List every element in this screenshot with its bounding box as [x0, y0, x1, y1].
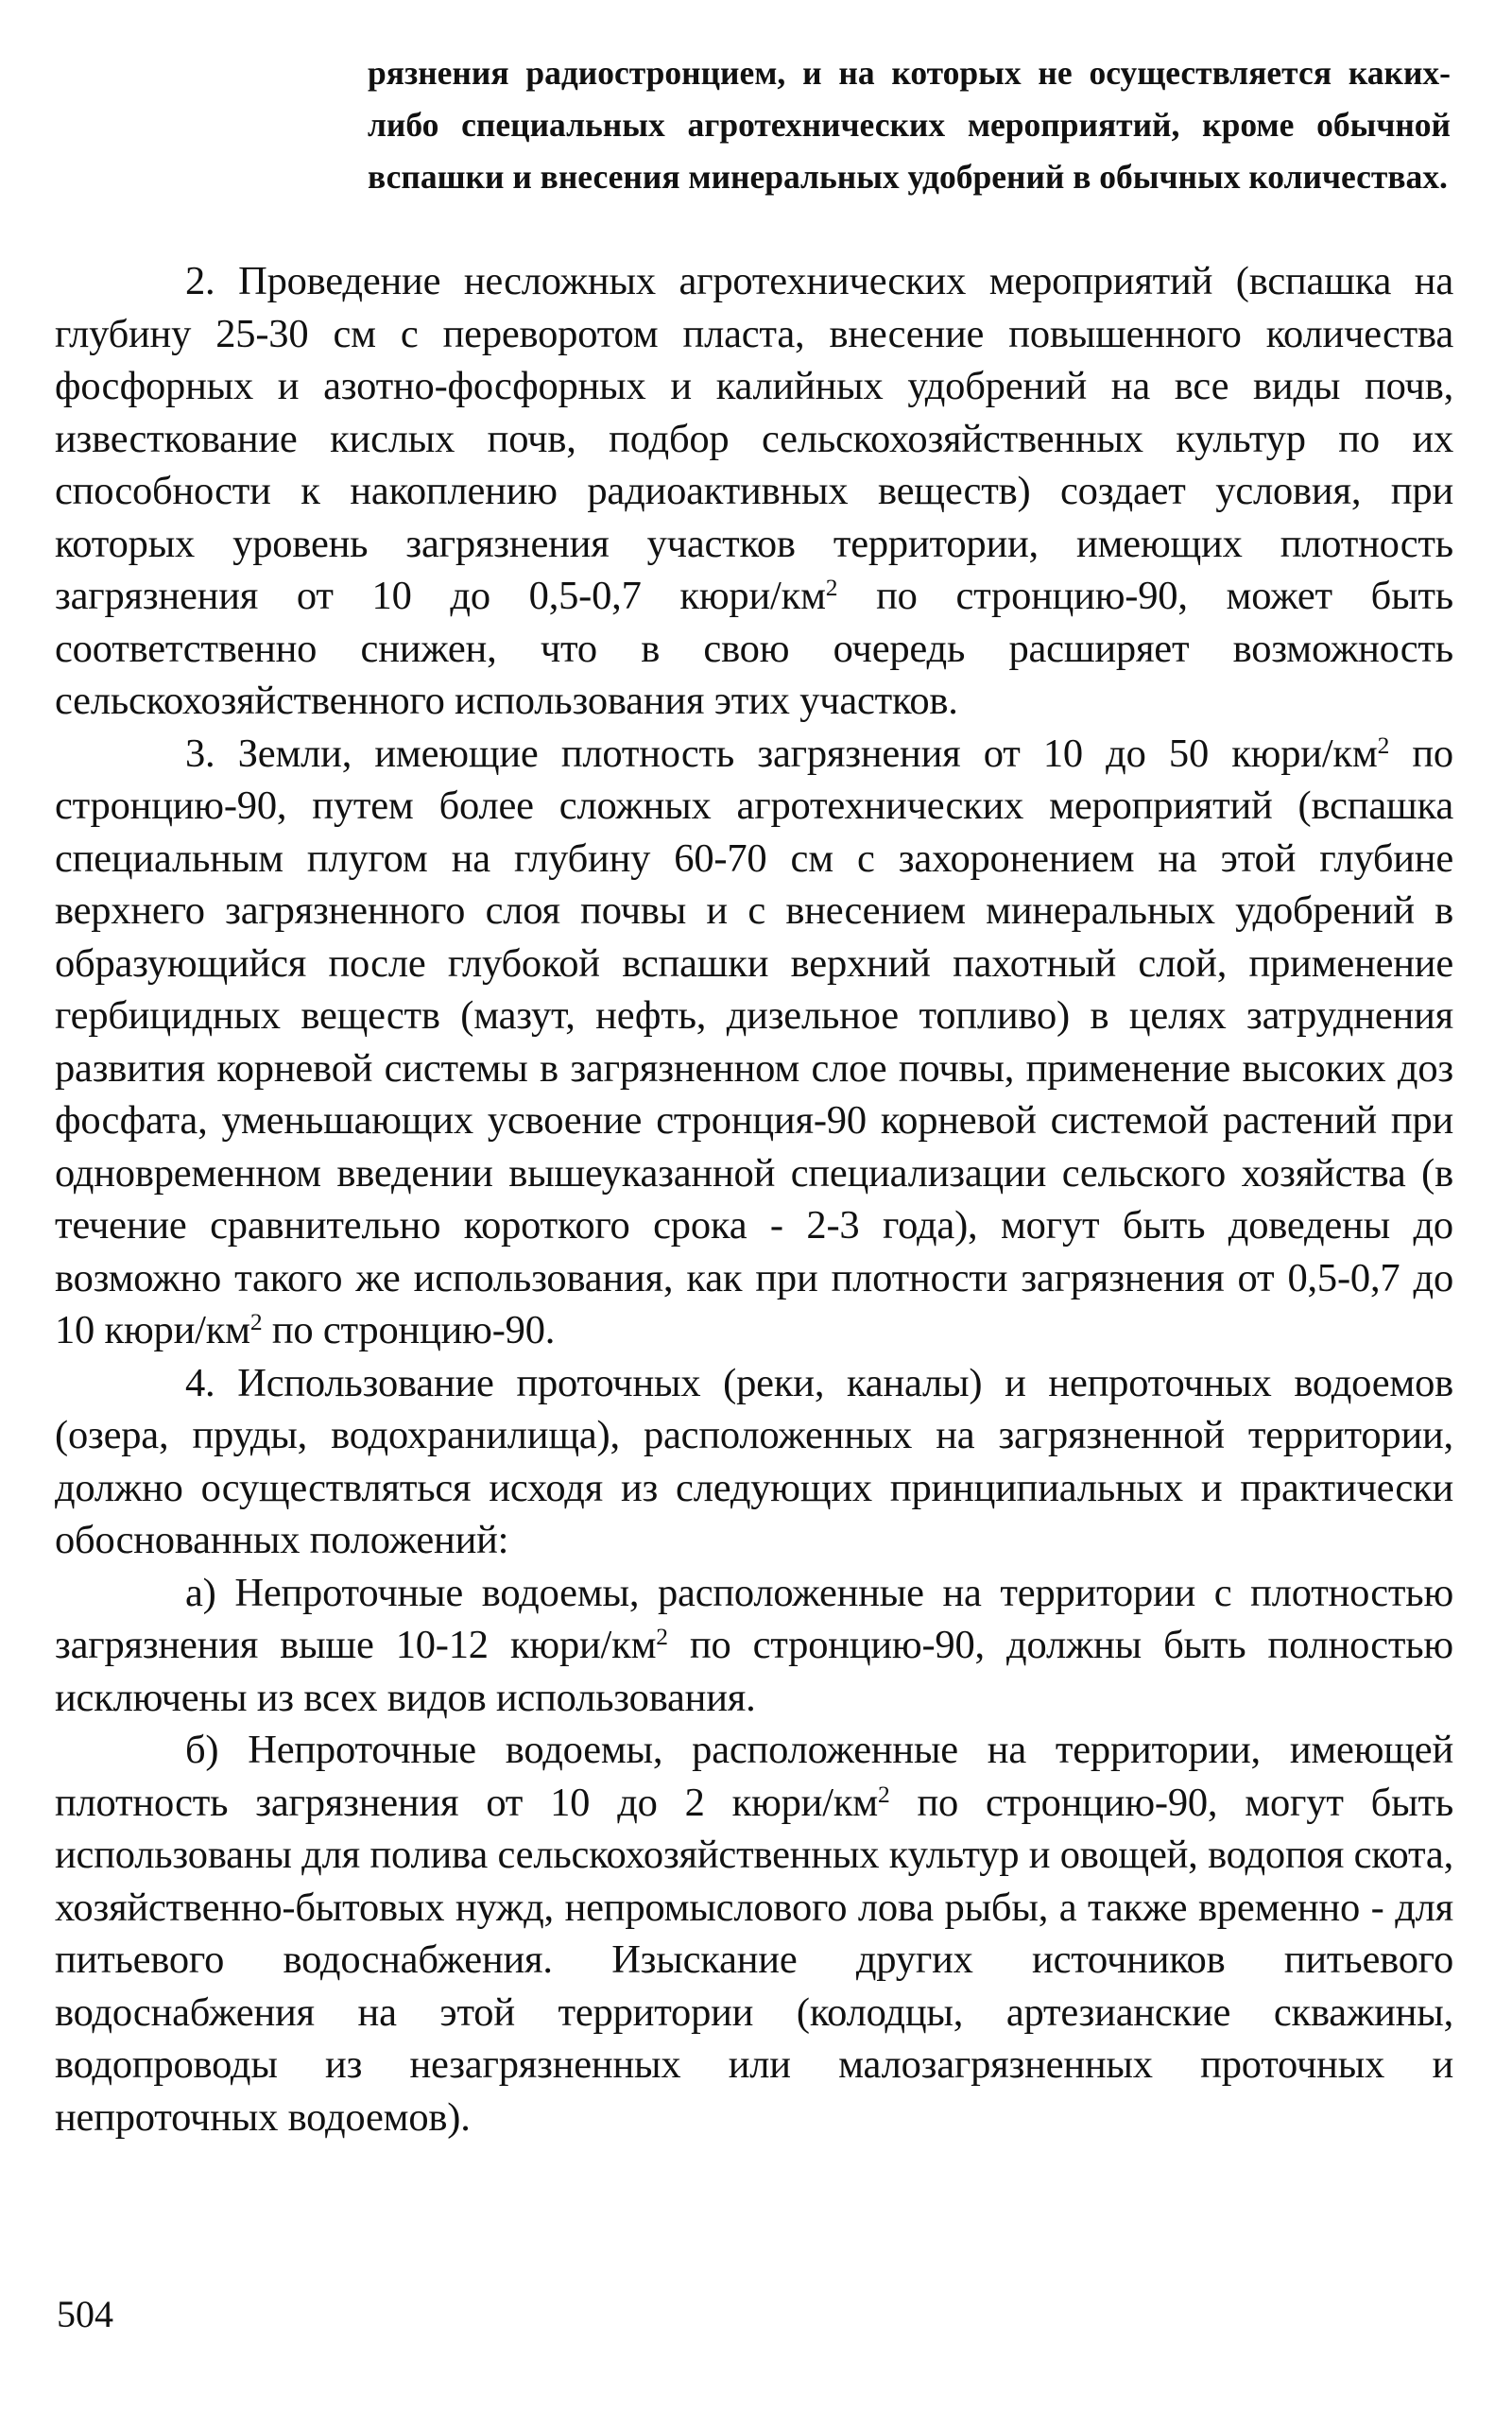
paragraph-text: 3. Земли, имеющие плотность загрязнения от 10 до 50 кюри/км [185, 731, 1378, 776]
paragraph-3 [55, 728, 1453, 1357]
paragraph-4b [55, 1724, 1453, 2143]
paragraph-text: по стронцию-90. [262, 1308, 556, 1352]
paragraph-text: 2. Проведение несложных агротехнических мероприятий (вспашка на глубину 25-30 см с переворотом пласта, внесение повышенного количества фосфорных и азотно-фосфорных и калийных удобрений на все виды почв, известкование кислых почв, подбор сельскохозяйственных культур по их способности к накоплению радиоактивных веществ) создает условия, при которых уровень загрязнения участков территории, имеющих плотность загрязнения от 10 до 0,5-0,7 кюри/км [55, 259, 1453, 618]
superscript-2: 2 [249, 1307, 263, 1335]
superscript-2: 2 [1377, 731, 1390, 759]
superscript-2: 2 [825, 573, 838, 601]
intro-continuation: рязнения радиостронцием, и на которых не осуществляется каких-либо специальных агротехнических мероприятий, кроме обычной вспашки и внесения минеральных удобрений в обычных количествах. [368, 54, 1451, 196]
body-text [55, 255, 1453, 2143]
paragraph-4 [55, 1357, 1453, 1567]
paragraph-text: по стронцию-90, должны быть полностью исключены из всех видов использования. [55, 1623, 1453, 1720]
superscript-2: 2 [656, 1622, 668, 1650]
page-number: 504 [57, 2293, 113, 2335]
paragraph-text: 4. Использование проточных (реки, каналы) и непроточных водоемов (озера, пруды, водохранилища), расположенных на загрязненной территории, должно осуществляться исходя из следующих принципиальных и практически обоснованных положений: [55, 1360, 1453, 1562]
paragraph-text: б) Непроточные водоемы, расположенные на территории, имеющей плотность загрязнения от 10 до 2 кюри/км [55, 1728, 1453, 1825]
superscript-2: 2 [877, 1780, 890, 1808]
paragraph-text: по стронцию-90, путем более сложных агротехнических мероприятий (вспашка специальным плугом на глубину 60-70 см с захоронением на этой глубине верхнего загрязненного слоя почвы и с внесением минеральных удобрений в образующийся после глубокой вспашки верхний пахотный слой, применение гербицидных веществ (мазут, нефть, дизельное топливо) в целях затруднения развития корневой системы в загрязненном слое почвы, применение высоких доз фосфата, уменьшающих усвоение стронция-90 корневой системой растений при одновременном введении вышеуказанной специализации сельского хозяйства (в течение сравнительно короткого срока - 2-3 года), могут быть доведены до возможно такого же использования, как при плотности загрязнения от 0,5-0,7 до 10 кюри/км [55, 731, 1453, 1352]
paragraph-text: а) Непроточные водоемы, расположенные на территории с плотностью загрязнения выше 10-12 кюри/км [55, 1570, 1453, 1667]
paragraph-2 [55, 255, 1453, 728]
paragraph-text: по стронцию-90, может быть соответственно снижен, что в свою очередь расширяет возможность сельскохозяйственного использования этих участков. [55, 574, 1453, 723]
paragraph-text: по стронцию-90, могут быть использованы для полива сельскохозяйственных культур и овощей, водопоя скота, хозяйственно-бытовых нужд, непромыслового лова рыбы, а также временно - для питьевого водоснабжения. Изыскание других источников питьевого водоснабжения на этой территории (колодцы, артезианские скважины, водопроводы из незагрязненных или малозагрязненных проточных и непроточных водоемов). [55, 1780, 1453, 2140]
paragraph-4a [55, 1567, 1453, 1725]
